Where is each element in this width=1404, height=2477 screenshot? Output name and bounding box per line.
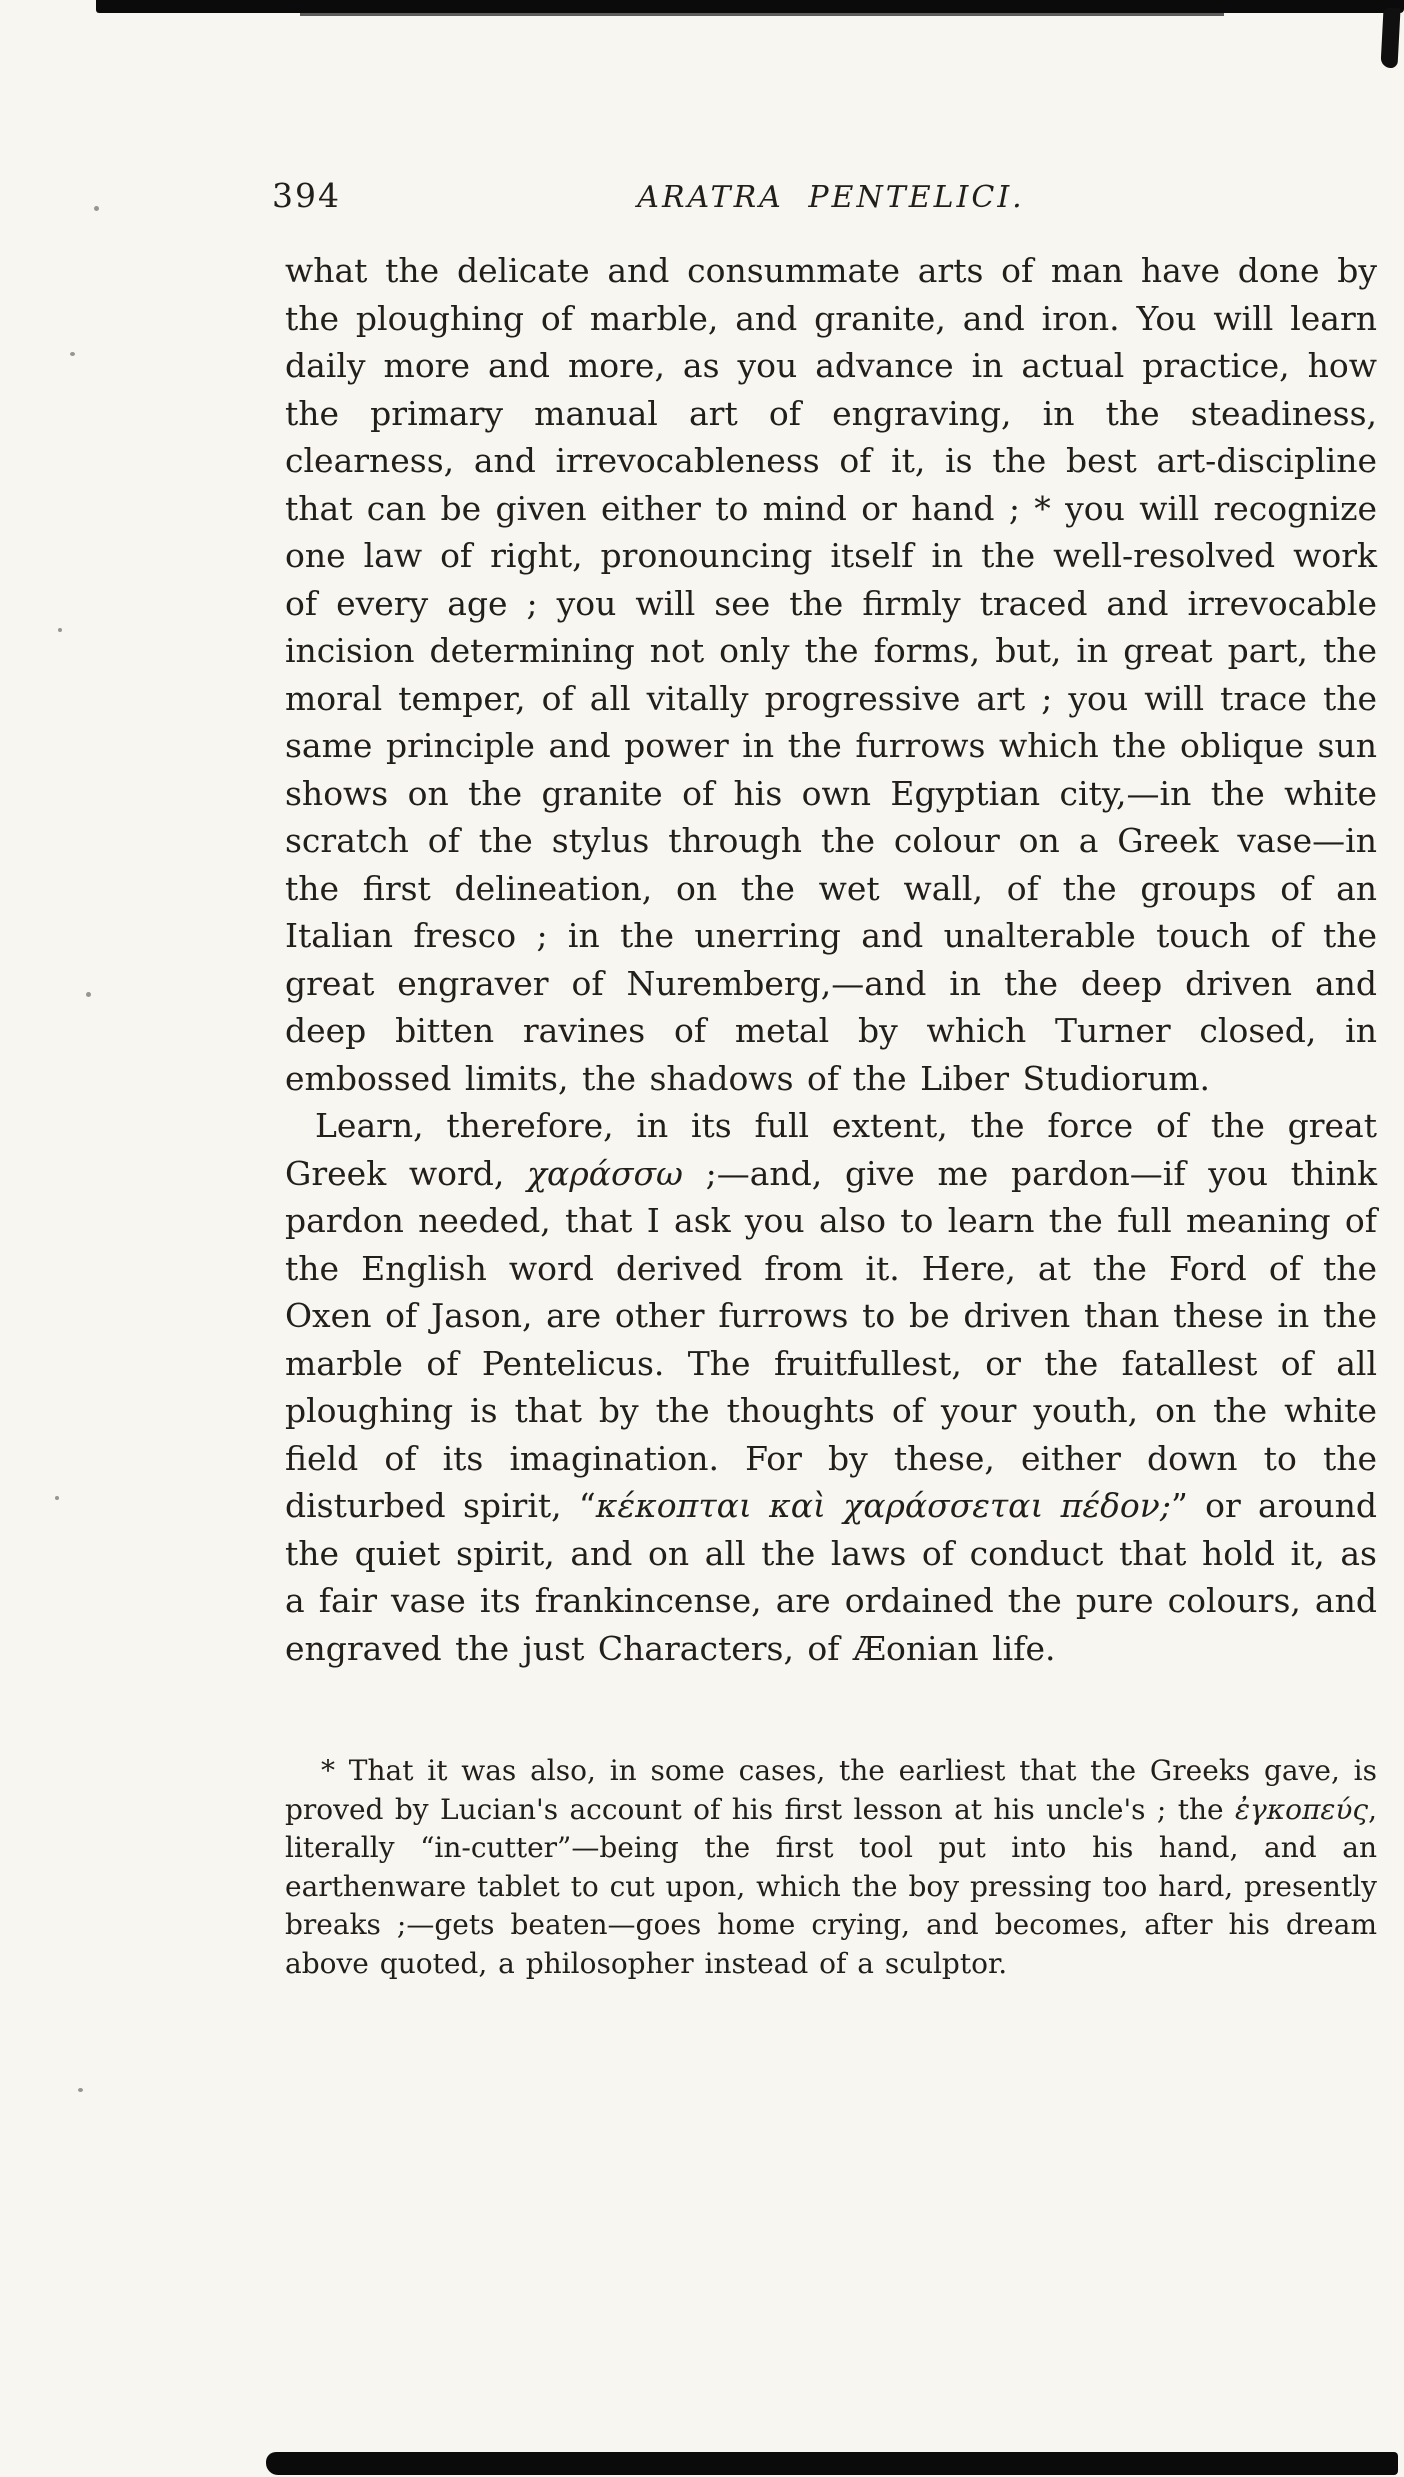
scan-bottom-edge bbox=[266, 2452, 1398, 2475]
greek-word-enkopeus: ἐγκοπεύς bbox=[1234, 1792, 1369, 1826]
footnote-text: , literally “in-cutter”—being the first tool put into his hand, and an earthenware tablet to cut upon, which the boy pressing too hard, presently breaks ;—gets beaten—goes home crying, and becomes, after his dream above quoted, a philosopher instead of a sculptor. bbox=[285, 1792, 1377, 1980]
body-paragraph-2 bbox=[285, 1102, 1377, 1672]
scan-speck bbox=[58, 628, 62, 632]
scan-speck bbox=[70, 352, 75, 356]
paragraph-2-text: Learn, therefore, in its full extent, the force of the great Greek word, bbox=[285, 1106, 1377, 1193]
scan-corner-mark bbox=[1380, 8, 1400, 69]
footnote-paragraph bbox=[285, 1752, 1377, 1983]
scan-speck bbox=[78, 2088, 83, 2092]
body-text bbox=[285, 247, 1377, 1672]
body-paragraph-1: what the delicate and consummate arts of man have done by the ploughing of marble, and granite, and iron. You will learn daily more and more, as you advance in actual practice, how the primary manual art of engraving, in the steadiness, clearness, and irrevocableness of it, is the best art-discipline that can be given either to mind or hand ; * you will recognize one law of right, pronouncing itself in the well-resolved work of every age ; you will see the firmly traced and irrevocable incision determining not only the forms, but, in great part, the moral temper, of all vitally progressive art ; you will trace the same principle and power in the furrows which the oblique sun shows on the granite of his own Egyptian city,—in the white scratch of the stylus through the colour on a Greek vase—in the first delineation, on the wet wall, of the groups of an Italian fresco ; in the unerring and unalterable touch of the great engraver of Nuremberg,—and in the deep driven and deep bitten ravines of metal by which Turner closed, in embossed limits, the shadows of the Liber Studiorum. bbox=[285, 251, 1377, 1098]
scan-speck bbox=[86, 992, 91, 997]
footnote-text: * That it was also, in some cases, the earliest that the Greeks gave, is proved by Lucian's account of his first lesson at his uncle's ; the bbox=[285, 1754, 1377, 1826]
page-number: 394 bbox=[272, 176, 341, 215]
scan-top-edge-shadow bbox=[300, 13, 1224, 16]
running-header: ARATRA PENTELICI. bbox=[637, 180, 1025, 215]
paragraph-2-text: ;—and, give me pardon—if you think pardon needed, that I ask you also to learn the full meaning of the English word derived from it. Here, at the Ford of the Oxen of Jason, are other furrows to be driven than these in the marble of Pentelicus. The fruitfullest, or the fatallest of all ploughing is that by the thoughts of your youth, on the white field of its imagination. For by these, either down to the disturbed spirit, “ bbox=[285, 1153, 1377, 1525]
scan-speck bbox=[94, 206, 99, 211]
scan-top-edge bbox=[96, 0, 1404, 13]
footnote bbox=[285, 1752, 1377, 1983]
greek-phrase-kekoptai: κέκοπται καὶ χαράσσεται πέδον; bbox=[595, 1486, 1171, 1525]
paragraph-2-text: ” or around the quiet spirit, and on all the laws of conduct that hold it, as a fair vase its frankincense, are ordained the pure colours, and engraved the just Characters, of Æonian life. bbox=[285, 1486, 1377, 1668]
greek-word-charasso: χαράσσω bbox=[527, 1153, 683, 1193]
scan-speck bbox=[55, 1496, 59, 1500]
